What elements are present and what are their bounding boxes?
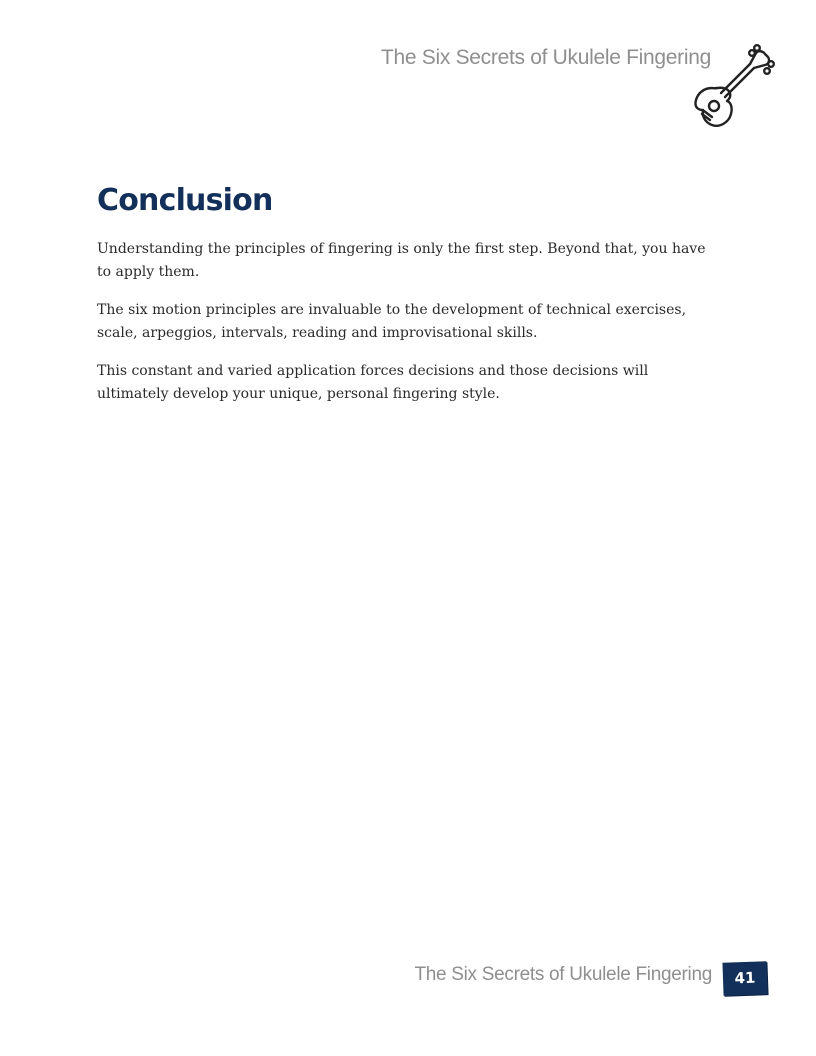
ukulele-icon [690,44,776,130]
page-number-badge: 41 [722,961,767,996]
header-title: The Six Secrets of Ukulele Fingering [380,46,711,69]
paragraph: The six motion principles are invaluable to the development of technical exercises, scale, arpeggios, intervals, reading and improvisational skills. [97,302,687,341]
paragraph: This constant and varied application forces decisions and those decisions will ultimately develop your unique, personal fingering style. [97,363,649,402]
paragraph: Understanding the principles of fingering is only the first step. Beyond that, you have to apply them. [97,241,706,280]
body-text [97,238,722,421]
page-title: Conclusion [97,183,273,218]
footer-title: The Six Secrets of Ukulele Fingering [414,964,712,985]
